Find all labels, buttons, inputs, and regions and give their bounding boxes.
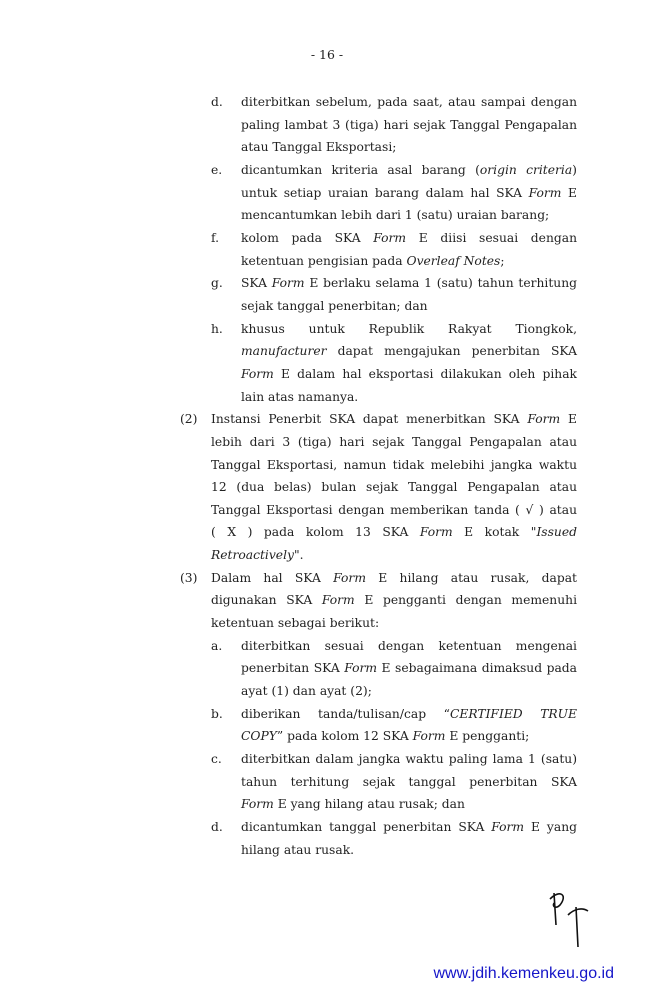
text-line [241, 182, 577, 205]
text-line [241, 136, 577, 159]
lettered-list-item [0, 635, 654, 703]
text-line [241, 363, 577, 386]
text-line [241, 635, 577, 658]
list-marker: c. [211, 752, 222, 767]
paragraph-text [241, 748, 577, 816]
text-segment: ketentuan sebagai berikut: [211, 616, 380, 631]
italic-text: Form [344, 661, 378, 676]
text-segment: E [561, 185, 578, 200]
text-line [241, 318, 577, 341]
text-line [211, 408, 577, 431]
text-line [211, 567, 577, 590]
text-line [241, 816, 577, 839]
paragraph-text [241, 272, 577, 317]
text-segment: E pengganti; [445, 729, 530, 744]
text-segment: E yang [524, 820, 577, 834]
italic-text: manufacturer [241, 344, 327, 359]
lettered-list-item [0, 91, 654, 159]
paragraph-text [241, 318, 577, 409]
list-marker: b. [211, 706, 223, 721]
list-marker: (3) [180, 570, 198, 585]
text-segment: diterbitkan dalam jangka waktu paling lama 1 (satu) [241, 752, 577, 767]
text-segment: diberikan tanda/tulisan/cap “ [241, 706, 450, 721]
text-line [241, 250, 577, 273]
list-marker: g. [211, 276, 223, 291]
text-line [241, 227, 577, 250]
text-line [211, 589, 577, 612]
text-segment: kolom pada SKA [241, 230, 374, 245]
italic-text: Overleaf Notes [406, 253, 501, 268]
text-segment: E [560, 412, 577, 427]
numbered-paragraph [0, 567, 654, 635]
italic-text: Form [321, 593, 355, 608]
text-line [241, 159, 577, 182]
paragraph-text [241, 816, 577, 861]
text-segment: Tanggal Eksportasi dengan memberikan tanda ( √ ) atau [211, 502, 577, 517]
italic-text: Form [491, 820, 525, 834]
lettered-list-item [0, 748, 654, 816]
text-segment: dapat mengajukan penerbitan SKA [326, 344, 577, 359]
paragraph-text [211, 408, 577, 567]
list-marker: h. [211, 321, 223, 336]
text-line [241, 91, 577, 114]
text-line [241, 657, 577, 680]
list-marker: (2) [180, 412, 198, 427]
text-line [241, 703, 577, 726]
text-segment: E diisi sesuai dengan [406, 230, 577, 245]
text-line [241, 748, 577, 771]
lettered-list-item [0, 816, 654, 861]
paragraph-text [211, 567, 577, 635]
text-line [211, 431, 577, 454]
text-segment: digunakan SKA [211, 593, 322, 608]
text-segment: ketentuan pengisian pada [241, 253, 407, 268]
text-segment: ; [500, 253, 505, 268]
footer-website-link[interactable]: www.jdih.kemenkeu.go.id [433, 965, 614, 982]
italic-text: Issued [536, 525, 577, 540]
list-marker: f. [211, 230, 220, 245]
italic-text: Form [419, 525, 453, 540]
text-segment: untuk setiap uraian barang dalam hal SKA [241, 185, 529, 200]
italic-text: Form [528, 185, 562, 200]
italic-text: Form [412, 729, 446, 744]
text-segment: diterbitkan sebelum, pada saat, atau sampai dengan [241, 95, 577, 109]
text-segment: diterbitkan sesuai dengan ketentuan mengenai [241, 638, 577, 653]
paraf-signature [540, 885, 600, 950]
text-line [241, 771, 577, 794]
lettered-list-item [0, 159, 654, 227]
list-marker: d. [211, 820, 223, 834]
text-segment: atau Tanggal Eksportasi; [241, 140, 397, 155]
text-line [241, 386, 577, 409]
text-segment: 12 (dua belas) bulan sejak Tanggal Pengapalan atau [211, 480, 577, 495]
text-segment: hilang atau rusak. [241, 842, 355, 857]
text-line [241, 793, 577, 816]
text-line [241, 272, 577, 295]
lettered-list-item [0, 272, 654, 317]
text-segment: Tanggal Eksportasi, namun tidak melebihi jangka waktu [211, 457, 577, 472]
text-line [211, 521, 577, 544]
text-segment: E berlaku selama 1 (satu) tahun terhitung [304, 276, 577, 291]
text-segment: E kotak " [452, 525, 537, 540]
text-segment: ” pada kolom 12 SKA [276, 729, 413, 744]
italic-text: Form [241, 366, 274, 381]
text-segment: ( X ) pada kolom 13 SKA [211, 525, 420, 540]
lettered-list-item [0, 318, 654, 409]
lettered-list-item [0, 227, 654, 272]
text-line [241, 295, 577, 318]
paragraph-text [241, 635, 577, 703]
paragraph-text [241, 91, 577, 159]
text-segment: ". [293, 548, 304, 563]
text-segment: mencantumkan lebih dari 1 (satu) uraian barang; [241, 208, 550, 223]
text-segment: lebih dari 3 (tiga) hari sejak Tanggal Pengapalan atau [211, 434, 577, 449]
text-segment: Dalam hal SKA [211, 570, 334, 585]
list-marker: e. [211, 162, 223, 177]
italic-text: Form [527, 412, 561, 427]
italic-text: Retroactively [211, 548, 294, 563]
paragraph-text [241, 159, 577, 227]
text-line [241, 725, 577, 748]
text-segment: paling lambat 3 (tiga) hari sejak Tanggal Pengapalan [241, 117, 577, 132]
text-line [241, 839, 577, 862]
text-segment: sejak tanggal penerbitan; dan [241, 298, 428, 313]
paragraph-text [241, 227, 577, 272]
text-segment: SKA [241, 276, 272, 291]
text-line [211, 454, 577, 477]
italic-text: COPY [241, 729, 277, 744]
paragraph-text [241, 703, 577, 748]
text-segment: E yang hilang atau rusak; dan [273, 797, 465, 812]
text-segment: penerbitan SKA [241, 661, 345, 676]
text-segment: dicantumkan kriteria asal barang ( [241, 162, 480, 177]
text-segment: lain atas namanya. [241, 389, 359, 404]
text-line [211, 612, 577, 635]
italic-text: origin criteria [479, 162, 573, 177]
text-line [241, 204, 577, 227]
page-number: - 16 - [310, 47, 344, 62]
document-body [0, 91, 654, 861]
italic-text: Form [271, 276, 305, 291]
text-segment: khusus untuk Republik Rakyat Tiongkok, [241, 321, 577, 336]
italic-text: CERTIFIED TRUE [449, 706, 578, 721]
text-line [241, 680, 577, 703]
lettered-list-item [0, 703, 654, 748]
italic-text: Form [333, 570, 366, 585]
text-segment: dicantumkan tanggal penerbitan SKA [241, 820, 492, 834]
text-line [211, 499, 577, 522]
text-segment: tahun terhitung sejak tanggal penerbitan SKA [241, 774, 577, 789]
text-line [241, 114, 577, 137]
numbered-paragraph [0, 408, 654, 567]
text-segment: E pengganti dengan memenuhi [354, 593, 577, 608]
text-segment: ) [572, 162, 577, 177]
text-line [211, 544, 577, 567]
text-segment: E dalam hal eksportasi dilakukan oleh pihak [273, 366, 577, 381]
list-marker: a. [211, 638, 223, 653]
list-marker: d. [211, 95, 223, 109]
text-segment: E sebagaimana dimaksud pada [377, 661, 577, 676]
text-segment: ayat (1) dan ayat (2); [241, 684, 372, 699]
text-segment: Instansi Penerbit SKA dapat menerbitkan SKA [211, 412, 528, 427]
text-line [241, 340, 577, 363]
italic-text: Form [373, 230, 407, 245]
text-line [211, 476, 577, 499]
italic-text: Form [241, 797, 274, 812]
text-segment: E hilang atau rusak, dapat [365, 570, 577, 585]
